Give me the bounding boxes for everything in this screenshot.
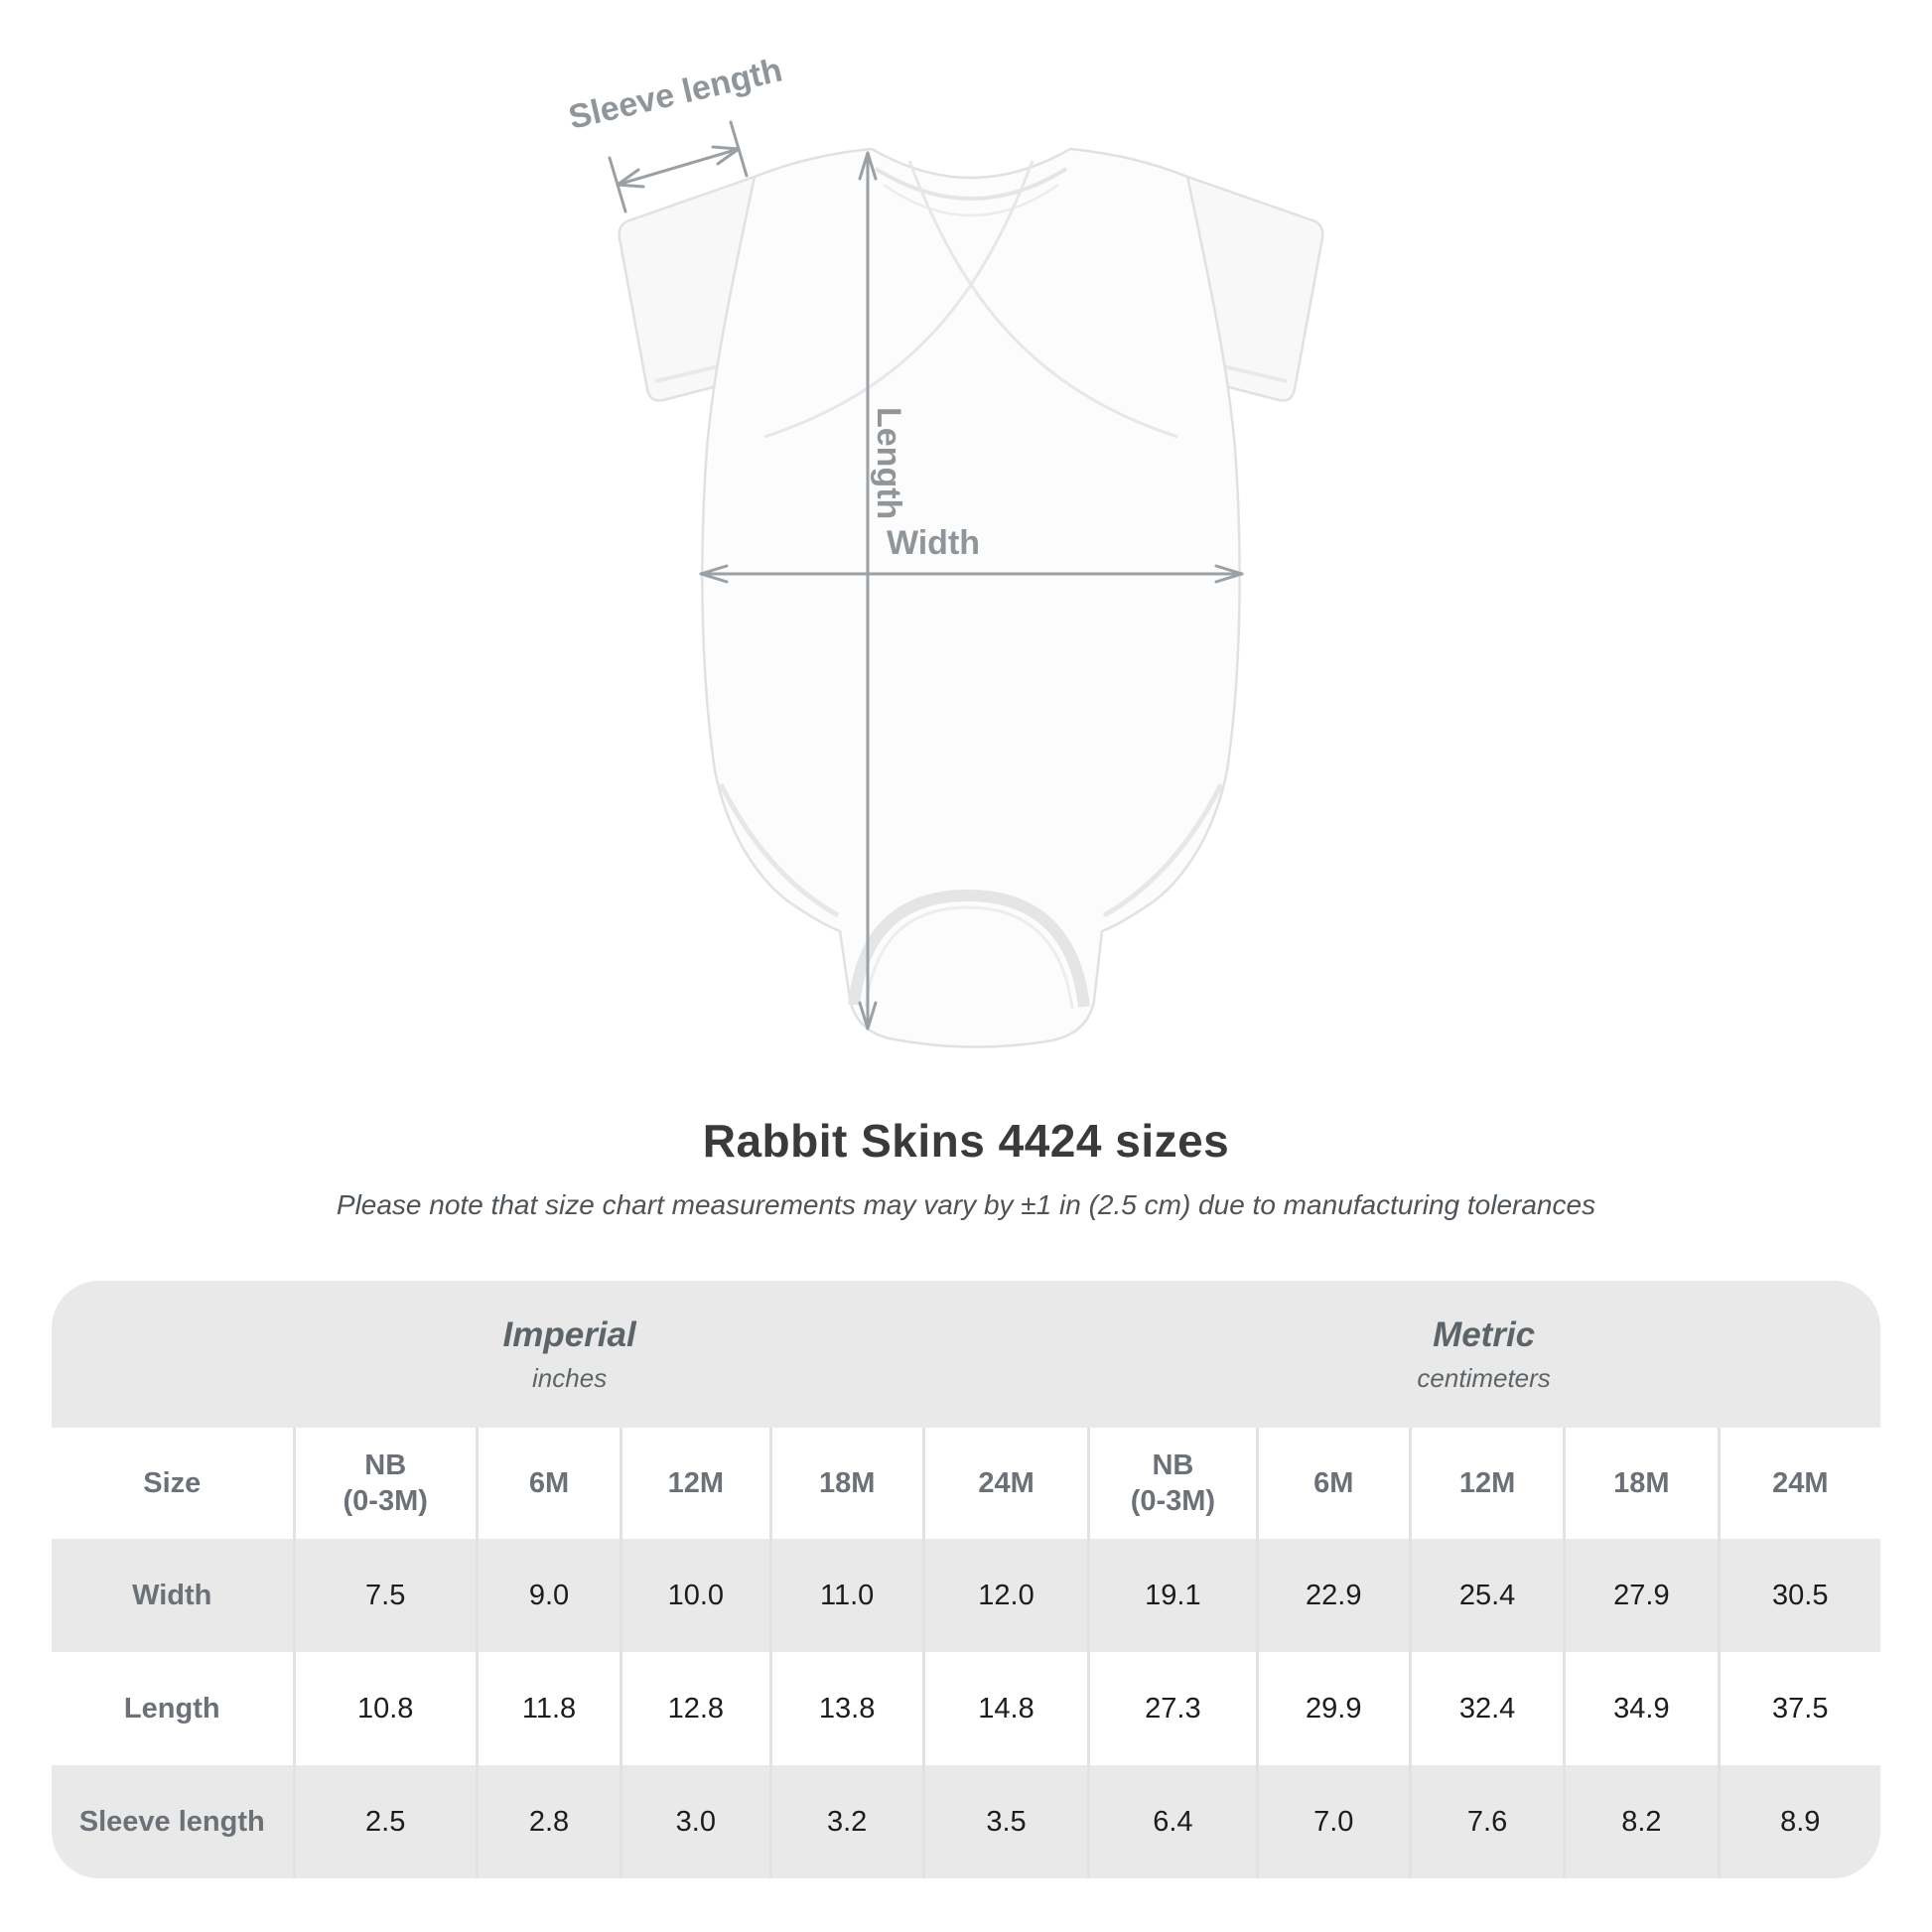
cell-value: 7.6 [1409, 1765, 1563, 1878]
cell-value: 2.5 [293, 1765, 476, 1878]
cell-value: 32.4 [1409, 1652, 1563, 1765]
cell-value: 19.1 [1087, 1539, 1255, 1652]
table-row-length [52, 1652, 1880, 1765]
tolerance-note: Please note that size chart measurements may vary by ±1 in (2.5 cm) due to manufacturing tolerances [336, 1189, 1596, 1220]
sleeve-length-line [618, 149, 739, 185]
width-label: Width [886, 524, 981, 562]
cell-value: 11.0 [769, 1539, 922, 1652]
cell-value: 7.5 [293, 1539, 476, 1652]
cell-value: 3.0 [620, 1765, 768, 1878]
sleeve-length-label: Sleeve length [565, 51, 786, 137]
col-header-imperial-12m: 12M [620, 1428, 768, 1539]
length-label: Length [870, 407, 907, 520]
col-header-metric-18m: 18M [1563, 1428, 1717, 1539]
row-label-length: Length [52, 1652, 293, 1765]
table-row-sleeve-length [52, 1765, 1880, 1878]
cell-value: 6.4 [1087, 1765, 1255, 1878]
col-header-imperial-nb: NB (0-3M) [293, 1428, 476, 1539]
page-title: Rabbit Skins 4424 sizes [702, 1115, 1230, 1167]
column-header-row [52, 1428, 1880, 1539]
imperial-title: Imperial [502, 1314, 636, 1354]
cell-value: 37.5 [1718, 1652, 1880, 1765]
cell-value: 8.2 [1563, 1765, 1717, 1878]
cell-value: 7.0 [1256, 1765, 1409, 1878]
cell-value: 25.4 [1409, 1539, 1563, 1652]
col-header-imperial-24m: 24M [922, 1428, 1087, 1539]
imperial-unit: inches [532, 1362, 608, 1393]
size-table [52, 1281, 1880, 1878]
row-label-width: Width [52, 1539, 293, 1652]
cell-value: 13.8 [769, 1652, 922, 1765]
col-header-imperial-6m: 6M [476, 1428, 620, 1539]
size-column-header: Size [52, 1428, 293, 1539]
col-header-metric-12m: 12M [1409, 1428, 1563, 1539]
cell-value: 12.0 [922, 1539, 1087, 1652]
cell-value: 3.5 [922, 1765, 1087, 1878]
cell-value: 2.8 [476, 1765, 620, 1878]
cell-value: 11.8 [476, 1652, 620, 1765]
metric-unit: centimeters [1417, 1362, 1551, 1393]
cell-value: 12.8 [620, 1652, 768, 1765]
cell-value: 9.0 [476, 1539, 620, 1652]
metric-title: Metric [1433, 1314, 1536, 1354]
row-label-sleeve-length: Sleeve length [52, 1765, 293, 1878]
onesie-garment [620, 149, 1323, 1047]
table-row-width [52, 1539, 1880, 1652]
cell-value: 22.9 [1256, 1539, 1409, 1652]
cell-value: 10.8 [293, 1652, 476, 1765]
cell-value: 27.3 [1087, 1652, 1255, 1765]
col-header-imperial-18m: 18M [769, 1428, 922, 1539]
col-header-metric-nb: NB (0-3M) [1087, 1428, 1255, 1539]
cell-value: 14.8 [922, 1652, 1087, 1765]
cell-value: 3.2 [769, 1765, 922, 1878]
cell-value: 10.0 [620, 1539, 768, 1652]
cell-value: 34.9 [1563, 1652, 1717, 1765]
cell-value: 8.9 [1718, 1765, 1880, 1878]
unit-group-metric [1087, 1281, 1880, 1428]
cell-value: 27.9 [1563, 1539, 1717, 1652]
cell-value: 30.5 [1718, 1539, 1880, 1652]
cell-value: 29.9 [1256, 1652, 1409, 1765]
unit-header-row [52, 1281, 1880, 1428]
unit-group-imperial [52, 1281, 1087, 1428]
col-header-metric-24m: 24M [1718, 1428, 1880, 1539]
col-header-metric-6m: 6M [1256, 1428, 1409, 1539]
